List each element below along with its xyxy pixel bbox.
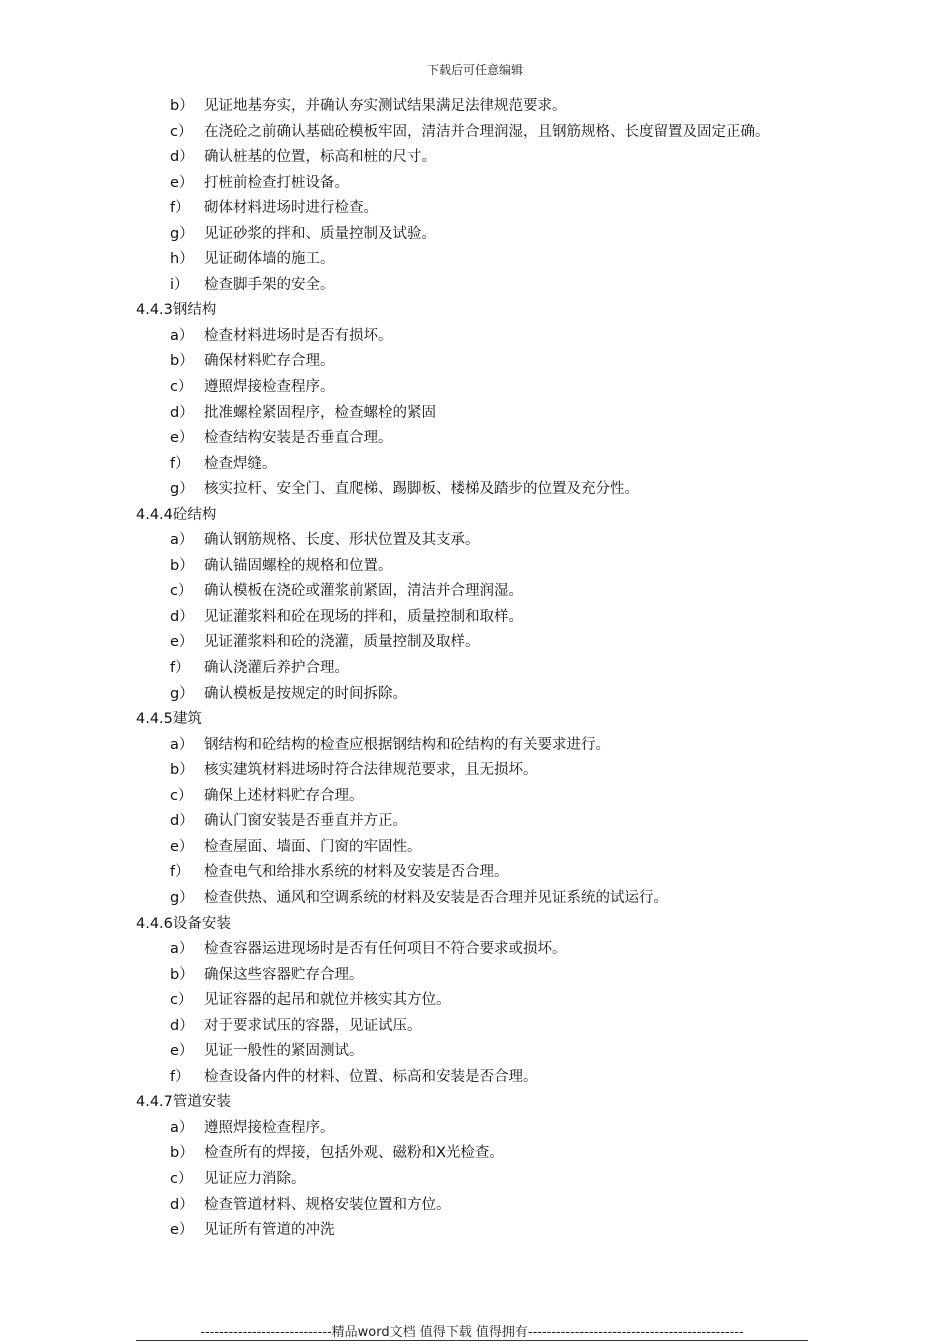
list-item-text: 见证应力消除。 bbox=[204, 1170, 306, 1187]
list-item-label: b） bbox=[170, 1145, 194, 1162]
list-item bbox=[0, 886, 950, 912]
list-item-label: e） bbox=[170, 430, 194, 447]
list-item-text: 确认桩基的位置，标高和桩的尺寸。 bbox=[204, 149, 436, 166]
list-item-label: h） bbox=[170, 251, 194, 268]
list-item bbox=[0, 349, 950, 375]
list-item-label: b） bbox=[170, 353, 194, 370]
list-item-label: c） bbox=[170, 787, 193, 804]
list-item bbox=[0, 682, 950, 708]
list-item bbox=[0, 1039, 950, 1065]
list-item-label: a） bbox=[170, 941, 194, 958]
list-item bbox=[0, 1065, 950, 1091]
list-item-label: d） bbox=[170, 813, 194, 830]
list-item-label: e） bbox=[170, 1043, 194, 1060]
list-item bbox=[0, 733, 950, 759]
footer-divider bbox=[136, 1340, 808, 1341]
list-item-label: c） bbox=[170, 583, 193, 600]
page-header: 下载后可任意编辑 bbox=[426, 63, 523, 77]
list-item bbox=[0, 1218, 950, 1244]
list-item-label: f） bbox=[170, 200, 190, 217]
list-item-label: a） bbox=[170, 532, 194, 549]
list-item bbox=[0, 528, 950, 554]
list-item bbox=[0, 605, 950, 631]
list-item-label: d） bbox=[170, 149, 194, 166]
list-item-text: 检查材料进场时是否有损坏。 bbox=[204, 327, 393, 344]
list-item-text: 见证所有管道的冲洗 bbox=[204, 1222, 335, 1239]
list-item bbox=[0, 963, 950, 989]
list-item bbox=[0, 1116, 950, 1142]
list-item-label: f） bbox=[170, 455, 190, 472]
list-item bbox=[0, 477, 950, 503]
list-item-text: 打桩前检查打桩设备。 bbox=[204, 174, 349, 191]
list-item-label: a） bbox=[170, 327, 194, 344]
list-item-text: 检查结构安装是否垂直合理。 bbox=[204, 430, 393, 447]
list-item-text: 对于要求试压的容器，见证试压。 bbox=[204, 1017, 422, 1034]
list-item bbox=[0, 1193, 950, 1219]
list-item bbox=[0, 835, 950, 861]
list-item-label: g） bbox=[170, 889, 194, 906]
list-item-text: 见证地基夯实，并确认夯实测试结果满足法律规范要求。 bbox=[204, 98, 567, 114]
list-item bbox=[0, 452, 950, 478]
list-item-text: 见证灌浆料和砼在现场的拌和，质量控制和取样。 bbox=[204, 608, 523, 625]
list-item-text: 在浇砼之前确认基础砼模板牢固，清洁并合理润湿，且钢筋规格、长度留置及固定正确。 bbox=[204, 123, 770, 140]
list-item-text: 确保上述材料贮存合理。 bbox=[204, 787, 364, 804]
list-item-label: d） bbox=[170, 1017, 194, 1034]
list-item-text: 核实建筑材料进场时符合法律规范要求，且无损坏。 bbox=[204, 762, 538, 779]
list-item-label: g） bbox=[170, 225, 194, 242]
list-item bbox=[0, 426, 950, 452]
list-item-text: 确保材料贮存合理。 bbox=[204, 353, 335, 370]
list-item-label: a） bbox=[170, 736, 194, 753]
list-item bbox=[0, 937, 950, 963]
list-item-label: g） bbox=[170, 481, 194, 498]
list-item-label: b） bbox=[170, 762, 194, 779]
list-item-label: d） bbox=[170, 1196, 194, 1213]
list-item bbox=[0, 988, 950, 1014]
list-item-text: 检查所有的焊接，包括外观、磁粉和X光检查。 bbox=[204, 1145, 504, 1162]
list-item-text: 见证容器的起吊和就位并核实其方位。 bbox=[204, 992, 451, 1009]
section-heading: 4.4.5建筑 bbox=[136, 711, 202, 728]
list-item-label: f） bbox=[170, 1068, 190, 1085]
list-item bbox=[0, 579, 950, 605]
list-item bbox=[0, 196, 950, 222]
list-item-text: 遵照焊接检查程序。 bbox=[204, 379, 335, 396]
list-item-text: 钢结构和砼结构的检查应根据钢结构和砼结构的有关要求进行。 bbox=[204, 736, 610, 753]
list-item-text: 砌体材料进场时进行检查。 bbox=[204, 200, 378, 217]
list-item bbox=[0, 324, 950, 350]
list-item bbox=[0, 222, 950, 248]
list-item bbox=[0, 860, 950, 886]
list-item-text: 遵照焊接检查程序。 bbox=[204, 1119, 335, 1136]
list-item-label: c） bbox=[170, 992, 193, 1009]
list-item-text: 确认模板是按规定的时间拆除。 bbox=[204, 685, 407, 702]
list-item bbox=[0, 656, 950, 682]
list-item bbox=[0, 145, 950, 171]
list-item-label: e） bbox=[170, 174, 194, 191]
list-item-label: e） bbox=[170, 838, 194, 855]
list-item-text: 检查设备内件的材料、位置、标高和安装是否合理。 bbox=[204, 1068, 538, 1085]
list-item bbox=[0, 247, 950, 273]
list-item-label: a） bbox=[170, 1119, 194, 1136]
list-item-text: 检查容器运进现场时是否有任何项目不符合要求或损坏。 bbox=[204, 941, 567, 958]
list-item bbox=[0, 375, 950, 401]
list-item-text: 见证砌体墙的施工。 bbox=[204, 251, 335, 268]
list-item-label: b） bbox=[170, 557, 194, 574]
list-item-text: 确认浇灌后养护合理。 bbox=[204, 660, 349, 677]
list-item bbox=[0, 1167, 950, 1193]
list-item-label: b） bbox=[170, 966, 194, 983]
list-item-text: 批准螺栓紧固程序，检查螺栓的紧固 bbox=[204, 404, 436, 421]
list-item bbox=[0, 809, 950, 835]
list-item-label: b） bbox=[170, 98, 194, 114]
list-item-text: 确认门窗安装是否垂直并方正。 bbox=[204, 813, 407, 830]
list-item-text: 确认锚固螺栓的规格和位置。 bbox=[204, 557, 393, 574]
list-item-text: 检查电气和给排水系统的材料及安装是否合理。 bbox=[204, 864, 509, 881]
list-item-label: c） bbox=[170, 379, 193, 396]
list-item-text: 核实拉杆、安全门、直爬梯、踢脚板、楼梯及踏步的位置及充分性。 bbox=[204, 481, 639, 498]
list-item-text: 检查脚手架的安全。 bbox=[204, 276, 335, 293]
section-heading: 4.4.6设备安装 bbox=[136, 915, 231, 932]
list-item-label: f） bbox=[170, 660, 190, 677]
list-item bbox=[0, 554, 950, 580]
list-item bbox=[0, 758, 950, 784]
list-item bbox=[0, 401, 950, 427]
list-item-label: c） bbox=[170, 123, 193, 140]
list-item-label: d） bbox=[170, 404, 194, 421]
list-item bbox=[0, 1141, 950, 1167]
list-item-text: 检查屋面、墙面、门窗的牢固性。 bbox=[204, 838, 422, 855]
page-footer: ----------------------------精品word文档 值得下载 值得拥有---------------------------------------------- bbox=[200, 1325, 744, 1340]
list-item bbox=[0, 120, 950, 146]
section-heading: 4.4.4砼结构 bbox=[136, 506, 217, 523]
list-item bbox=[0, 1014, 950, 1040]
list-item-label: f） bbox=[170, 864, 190, 881]
list-item-text: 确保这些容器贮存合理。 bbox=[204, 966, 364, 983]
section-heading: 4.4.3钢结构 bbox=[136, 302, 217, 319]
list-item bbox=[0, 94, 950, 120]
list-item bbox=[0, 171, 950, 197]
list-item-label: c） bbox=[170, 1170, 193, 1187]
list-item-text: 见证灌浆料和砼的浇灌，质量控制及取样。 bbox=[204, 634, 480, 651]
list-item-text: 检查焊缝。 bbox=[204, 455, 277, 472]
list-item-label: e） bbox=[170, 1222, 194, 1239]
list-item-text: 确认钢筋规格、长度、形状位置及其支承。 bbox=[204, 532, 480, 549]
list-item-label: i） bbox=[170, 276, 189, 293]
list-item-label: g） bbox=[170, 685, 194, 702]
list-item bbox=[0, 273, 950, 299]
list-item-text: 确认模板在浇砼或灌浆前紧固，清洁并合理润湿。 bbox=[204, 583, 523, 600]
list-item-text: 见证一般性的紧固测试。 bbox=[204, 1043, 364, 1060]
list-item bbox=[0, 630, 950, 656]
document-body bbox=[0, 94, 950, 1244]
list-item-label: e） bbox=[170, 634, 194, 651]
list-item-text: 检查供热、通风和空调系统的材料及安装是否合理并见证系统的试运行。 bbox=[204, 889, 668, 906]
list-item-label: d） bbox=[170, 608, 194, 625]
list-item bbox=[0, 784, 950, 810]
section-heading: 4.4.7管道安装 bbox=[136, 1094, 231, 1111]
list-item-text: 检查管道材料、规格安装位置和方位。 bbox=[204, 1196, 451, 1213]
list-item-text: 见证砂浆的拌和、质量控制及试验。 bbox=[204, 225, 436, 242]
